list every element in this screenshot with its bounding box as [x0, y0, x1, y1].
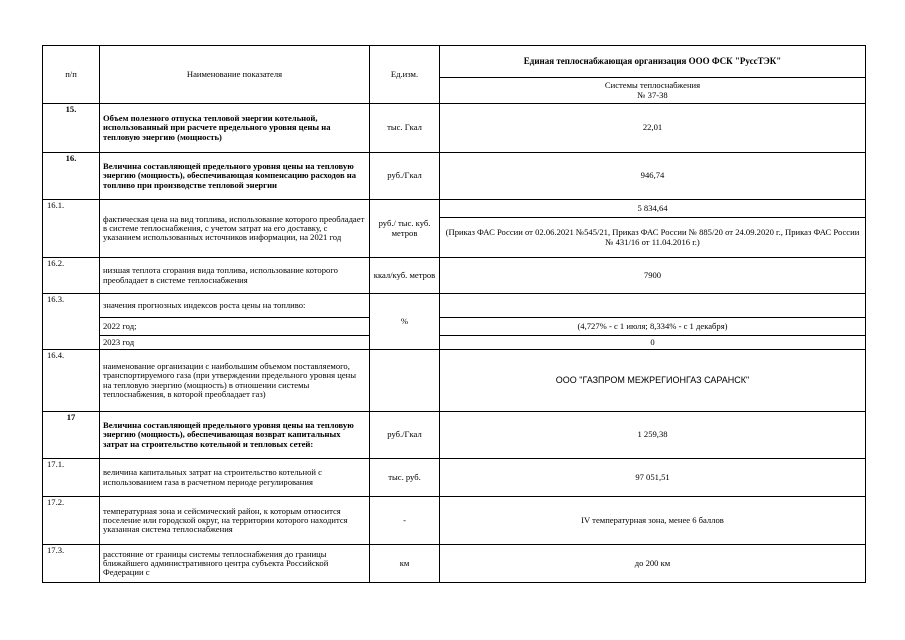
row-unit: руб./Гкал — [370, 153, 440, 200]
row-unit: км — [370, 545, 440, 583]
row-unit — [370, 350, 440, 412]
row-name: расстояние от границы системы теплоснабжения до границы ближайшего административного центра субъекта Российской Федерации с — [100, 545, 370, 583]
table-row — [43, 545, 866, 583]
header-systems — [440, 78, 866, 104]
row-unit: ккал/куб. метров — [370, 258, 440, 294]
row-unit: тыс. Гкал — [370, 104, 440, 153]
row-value — [440, 294, 866, 318]
row-value: 97 051,51 — [440, 459, 866, 497]
row-value: ООО "ГАЗПРОМ МЕЖРЕГИОНГАЗ САРАНСК" — [440, 350, 866, 412]
row-value-source: (Приказ ФАС России от 02.06.2021 №545/21, Приказ ФАС России № 885/20 от 24.09.2020 г., Приказ ФАС России № 431/16 от 11.04.2016 г.) — [440, 218, 866, 258]
table-row — [43, 258, 866, 294]
table-header-row — [43, 46, 866, 78]
row-name-2023: 2023 год — [100, 336, 370, 350]
row-unit: - — [370, 497, 440, 545]
row-name: наименование организации с наибольшим объемом поставляемого, транспортируемого газа (при утверждении предельного уровня цены на тепловую энергию (мощность) в отношении системы теплоснабжения, в которой преобладает газ) — [100, 350, 370, 412]
table-row — [43, 336, 866, 350]
table-row — [43, 459, 866, 497]
table-row — [43, 104, 866, 153]
row-name: Величина составляющей предельного уровня цены на тепловую энергию (мощность), обеспечивающая возврат капитальных затрат на строительство котельной и тепловых сетей: — [100, 412, 370, 459]
row-value: 22,01 — [440, 104, 866, 153]
row-num: 16.2. — [43, 258, 100, 294]
row-name: Величина составляющей предельного уровня цены на тепловую энергию (мощность), обеспечивающая компенсацию расходов на топливо при производстве тепловой энергии — [100, 153, 370, 200]
row-num: 16. — [43, 153, 100, 200]
header-unit: Ед.изм. — [370, 46, 440, 104]
row-name: низшая теплота сгорания вида топлива, использование которого преобладает в системе теплоснабжения — [100, 258, 370, 294]
row-value: до 200 км — [440, 545, 866, 583]
row-name: Объем полезного отпуска тепловой энергии котельной, использованный при расчете предельного уровня цены на тепловую энергию (мощность) — [100, 104, 370, 153]
header-systems-line1: Системы теплоснабжения — [604, 80, 701, 91]
row-name-2022: 2022 год; — [100, 318, 370, 336]
header-organization: Единая теплоснабжающая организация ООО ФСК "РуссТЭК" — [440, 46, 866, 78]
header-name: Наименование показателя — [100, 46, 370, 104]
table-row — [43, 318, 866, 336]
row-num: 17.3. — [43, 545, 100, 583]
table-row — [43, 350, 866, 412]
row-unit: руб./ тыс. куб. метров — [370, 200, 440, 258]
table-row — [43, 412, 866, 459]
header-systems-line2: № 37-38 — [637, 89, 668, 100]
row-name: фактическая цена на вид топлива, использование которого преобладает в системе теплоснабжения, с учетом затрат на его доставку, с указанием использованных источников информации, на 2021 год — [100, 200, 370, 258]
row-value: 946,74 — [440, 153, 866, 200]
row-num: 16.1. — [43, 200, 100, 258]
row-num: 16.3. — [43, 294, 100, 350]
row-name: величина капитальных затрат на строительство котельной с использованием газа в расчетном периоде регулирования — [100, 459, 370, 497]
row-num: 17.2. — [43, 497, 100, 545]
row-num: 16.4. — [43, 350, 100, 412]
row-num: 17 — [43, 412, 100, 459]
row-unit: тыс. руб. — [370, 459, 440, 497]
row-value: IV температурная зона, менее 6 баллов — [440, 497, 866, 545]
row-value: 1 259,38 — [440, 412, 866, 459]
row-name: температурная зона и сейсмический район, к которым относится поселение или городской округ, на территории которого находится указанная система теплоснабжения — [100, 497, 370, 545]
table-row — [43, 497, 866, 545]
row-num: 17.1. — [43, 459, 100, 497]
table-row — [43, 294, 866, 318]
table-row — [43, 200, 866, 218]
row-value: 7900 — [440, 258, 866, 294]
row-unit: % — [370, 294, 440, 350]
row-num: 15. — [43, 104, 100, 153]
row-value-2022: (4,727% - с 1 июля; 8,334% - с 1 декабря) — [440, 318, 866, 336]
header-num: п/п — [43, 46, 100, 104]
row-unit: руб./Гкал — [370, 412, 440, 459]
row-name: значения прогнозных индексов роста цены на топливо: — [100, 294, 370, 318]
table-row — [43, 153, 866, 200]
row-value: 5 834,64 — [440, 200, 866, 218]
document-sheet — [42, 45, 865, 583]
row-value-2023: 0 — [440, 336, 866, 350]
indicators-table — [42, 45, 866, 583]
